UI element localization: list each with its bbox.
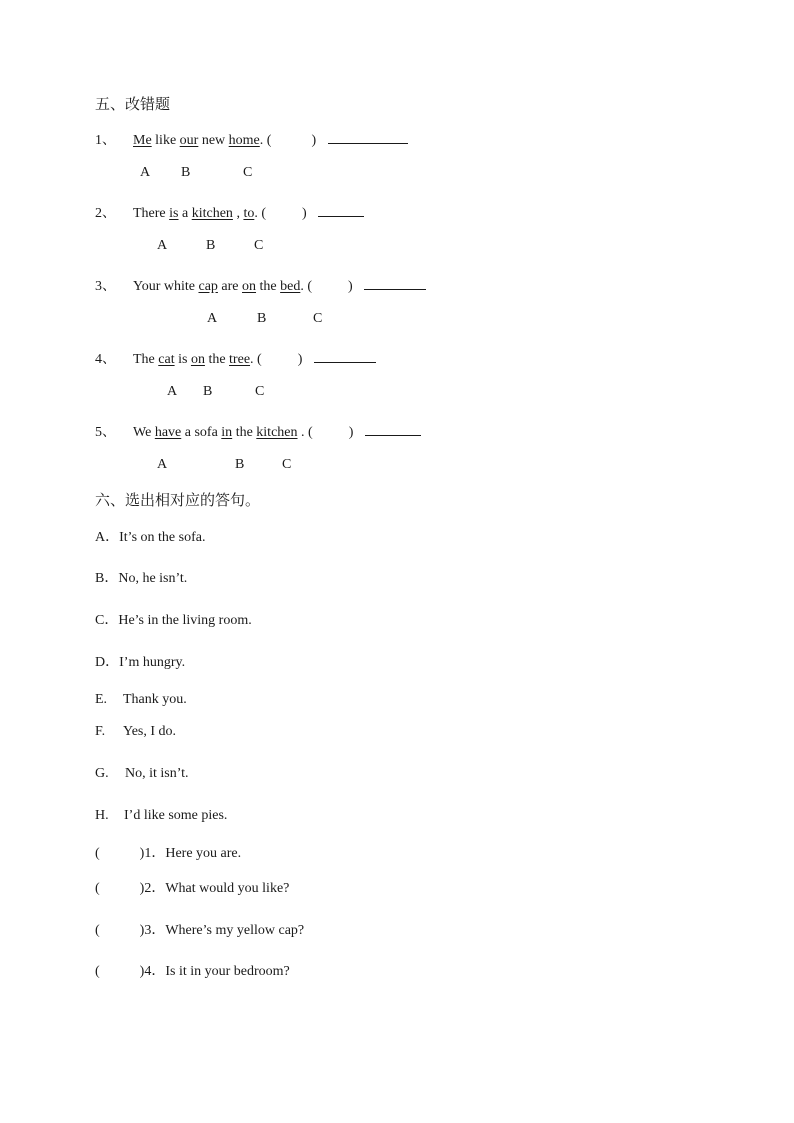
question-number: )1． — [139, 846, 166, 861]
question-text: Is it in your bedroom? — [165, 964, 290, 979]
sentence-part: cat — [158, 352, 175, 367]
sentence-part: our — [179, 133, 199, 148]
letter-c: C — [255, 384, 265, 399]
error-item-1 — [95, 131, 408, 148]
sentence-part: have — [154, 425, 182, 440]
sentence-part: The — [133, 352, 159, 367]
question-text: What would you like? — [165, 881, 290, 896]
option-a — [95, 531, 205, 545]
option-c — [95, 614, 252, 628]
sentence-part: to — [243, 206, 255, 221]
section5-title: 五、改错题 — [95, 97, 171, 113]
close-paren: ) — [311, 133, 317, 148]
sentence-part: cap — [198, 279, 218, 294]
option-f — [95, 725, 176, 739]
sentence-part: the — [256, 279, 281, 294]
open-paren: ( — [95, 923, 100, 938]
sentence-part: . — [297, 425, 305, 440]
sentence-part: bed — [280, 279, 301, 294]
option-e — [95, 693, 187, 707]
letter-b: B — [181, 165, 191, 180]
sentence-part: is — [174, 352, 191, 367]
error-item-4 — [95, 350, 376, 367]
sentence-part: , — [232, 206, 244, 221]
question-3 — [95, 924, 304, 938]
option-label: C． — [95, 613, 119, 628]
option-label: G. — [95, 766, 109, 781]
question-number: )3． — [139, 923, 166, 938]
option-label: A． — [95, 530, 120, 545]
letter-a: A — [140, 165, 151, 180]
option-h — [95, 809, 227, 823]
item-number: 2、 — [95, 206, 116, 221]
letter-a: A — [207, 311, 218, 326]
sentence-part: like — [151, 133, 180, 148]
letter-c: C — [243, 165, 253, 180]
open-paren: ( — [266, 133, 272, 148]
letter-c: C — [254, 238, 264, 253]
sentence-part: kitchen — [191, 206, 233, 221]
correction-blank[interactable] — [314, 350, 376, 363]
sentence-part: We — [133, 425, 155, 440]
section6-title: 六、选出相对应的答句。 — [95, 493, 261, 509]
option-text: I’m hungry. — [119, 655, 186, 670]
option-text: Thank you. — [123, 692, 187, 707]
open-paren: ( — [308, 425, 313, 440]
letter-b: B — [203, 384, 213, 399]
letter-b: B — [257, 311, 267, 326]
sentence-part: on — [242, 279, 257, 294]
correction-blank[interactable] — [365, 423, 421, 436]
letter-c: C — [313, 311, 323, 326]
sentence-part: . — [259, 133, 264, 148]
option-d — [95, 656, 185, 670]
sentence-part: on — [190, 352, 205, 367]
option-b — [95, 572, 187, 586]
sentence-part: Your white — [133, 279, 199, 294]
error-item-2 — [95, 204, 364, 221]
error-item-5 — [95, 423, 421, 440]
sentence-part: is — [169, 206, 179, 221]
question-number: )4． — [139, 964, 166, 979]
letter-a: A — [167, 384, 178, 399]
correction-blank[interactable] — [328, 131, 408, 144]
letter-c: C — [282, 457, 292, 472]
sentence-part: kitchen — [256, 425, 298, 440]
question-4 — [95, 965, 290, 979]
error-item-3 — [95, 277, 426, 294]
option-g — [95, 767, 189, 781]
option-label: F. — [95, 724, 106, 739]
question-number: )2． — [139, 881, 166, 896]
open-paren: ( — [307, 279, 313, 294]
sentence-part: There — [133, 206, 170, 221]
option-label: B． — [95, 571, 119, 586]
open-paren: ( — [95, 964, 100, 979]
option-label: H. — [95, 808, 109, 823]
option-text: Yes, I do. — [123, 724, 177, 739]
correction-blank[interactable] — [364, 277, 426, 290]
option-label: E. — [95, 692, 108, 707]
sentence-part: the — [232, 425, 257, 440]
close-paren: ) — [297, 352, 303, 367]
open-paren: ( — [261, 206, 266, 221]
item-number: 3、 — [95, 279, 116, 294]
option-text: I’d like some pies. — [124, 808, 228, 823]
close-paren: ) — [348, 279, 353, 294]
question-text: Where’s my yellow cap? — [165, 923, 305, 938]
item-number: 1、 — [95, 133, 116, 148]
question-text: Here you are. — [165, 846, 242, 861]
letter-b: B — [235, 457, 245, 472]
correction-blank[interactable] — [318, 204, 364, 217]
option-text: No, he isn’t. — [118, 571, 188, 586]
option-label: D． — [95, 655, 120, 670]
open-paren: ( — [95, 846, 100, 861]
sentence-part: the — [204, 352, 230, 367]
sentence-part: a sofa — [181, 425, 222, 440]
sentence-part: Me — [133, 133, 152, 148]
letter-a: A — [157, 238, 168, 253]
letter-b: B — [206, 238, 216, 253]
option-text: No, it isn’t. — [125, 766, 189, 781]
open-paren: ( — [95, 881, 100, 896]
option-text: It’s on the sofa. — [119, 530, 206, 545]
sentence-part: home — [228, 133, 260, 148]
close-paren: ) — [302, 206, 307, 221]
item-number: 4、 — [95, 352, 116, 367]
sentence-part: . — [254, 206, 258, 221]
question-2 — [95, 882, 289, 896]
option-text: He’s in the living room. — [118, 613, 252, 628]
sentence-part: tree — [229, 352, 251, 367]
sentence-part: new — [198, 133, 229, 148]
sentence-part: a — [178, 206, 192, 221]
close-paren: ) — [348, 425, 354, 440]
sentence-part: in — [221, 425, 233, 440]
sentence-part: . — [250, 352, 254, 367]
question-1 — [95, 847, 241, 861]
open-paren: ( — [257, 352, 262, 367]
sentence-part: are — [217, 279, 243, 294]
letter-a: A — [157, 457, 168, 472]
item-number: 5、 — [95, 425, 116, 440]
sentence-part: . — [300, 279, 304, 294]
